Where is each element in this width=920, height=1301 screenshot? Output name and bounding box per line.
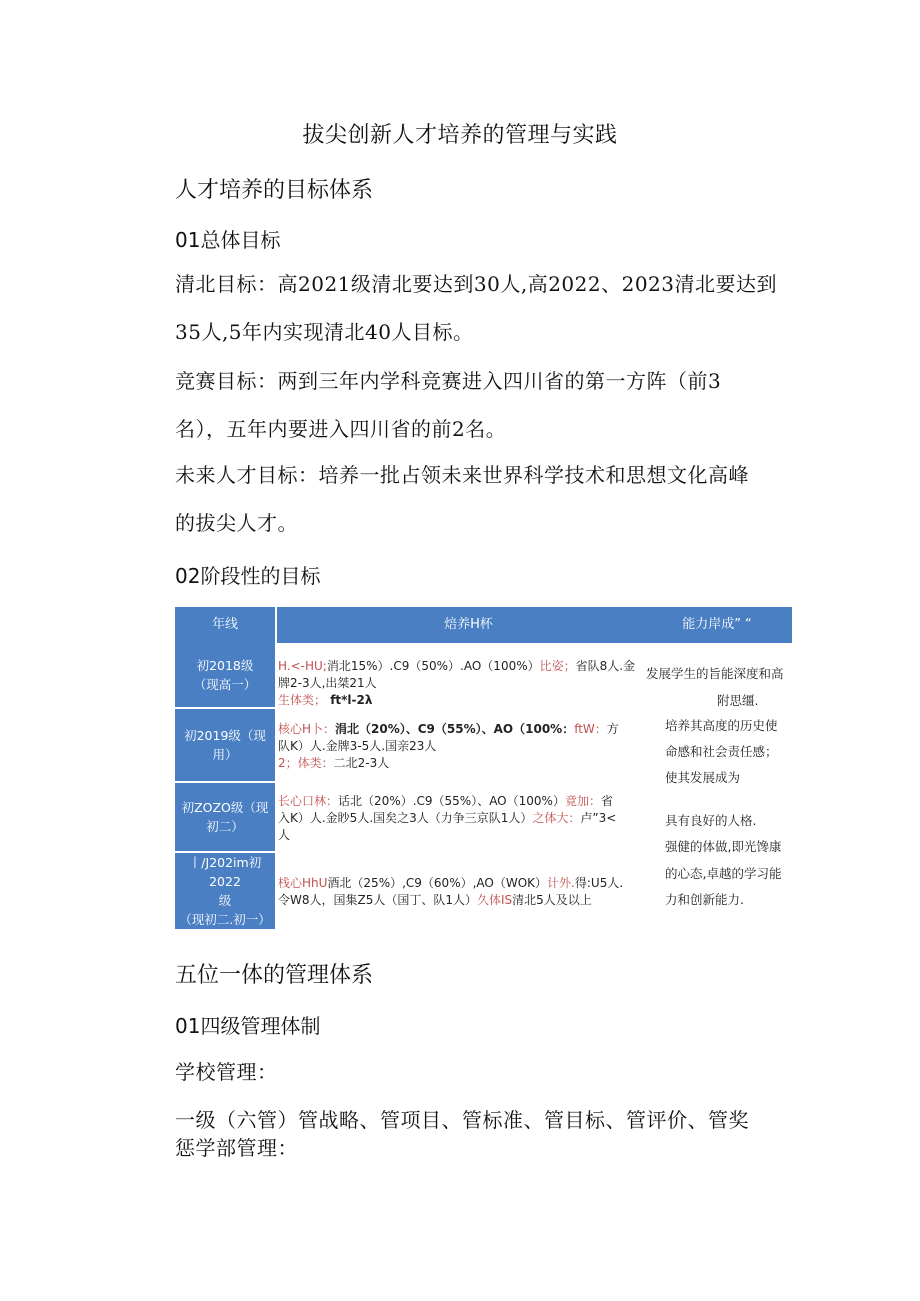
goal-text: 酒北（25%）,C9（60%）,AO（WOK） — [327, 876, 548, 890]
grade-line: （现高一） — [193, 677, 257, 692]
subheading-four-level-system: 01四级管理体制 — [175, 1014, 321, 1038]
grade-line: 初2019级（现 — [184, 728, 266, 743]
table-cell-goal — [278, 658, 640, 709]
goal-line — [278, 755, 640, 772]
goal-text: 队K）人.金牌3-5人.国亲23人 — [278, 739, 437, 753]
subheading-overall-goals: 01总体目标 — [175, 228, 281, 252]
goal-highlight-text: 核心H卜： — [278, 722, 336, 736]
header-divider — [642, 607, 644, 643]
goal-highlight-text: ftW： — [574, 722, 607, 736]
grade-line: （现初二.初一） — [179, 912, 271, 927]
table-cell-grade — [175, 783, 275, 851]
paragraph-line: 学校管理： — [175, 1060, 278, 1084]
grade-line: 丨/J202im初2022 — [188, 855, 262, 889]
goal-line — [278, 658, 640, 675]
ability-line: 命感和社会责任感； — [665, 744, 778, 759]
paragraph-line: 一级（六管）管战略、管项目、管标准、管目标、管评价、管奖 — [175, 1108, 749, 1132]
paragraph-line: 的拔尖人才。 — [175, 511, 298, 535]
grade-line: 初ZOZO级（现 — [181, 800, 269, 815]
grade-line: 级 — [218, 893, 232, 908]
grade-line: 初二） — [206, 819, 244, 834]
section-heading-goals: 人才培养的目标体系 — [175, 178, 374, 203]
ability-line: 使其发展成为 — [665, 770, 741, 785]
goal-line — [278, 692, 640, 709]
paragraph-line: 名），五年内要进入四川省的前2名。 — [175, 417, 507, 441]
goal-text: 话北（20%）.C9（55%）、AO（100%） — [338, 794, 565, 808]
goal-line — [278, 875, 640, 892]
goal-line — [278, 721, 640, 738]
ability-line: 培养其高度的历史使 — [665, 718, 778, 733]
goal-line — [278, 892, 640, 909]
table-cell-grade — [175, 853, 275, 929]
goal-highlight-text: 竟加： — [564, 794, 601, 808]
goal-highlight-text: 栈心HhU — [278, 876, 328, 890]
goal-line — [278, 810, 640, 827]
paragraph-future-talent-goal — [175, 451, 790, 547]
paragraph-level-one — [175, 1096, 790, 1172]
paragraph-line: 惩学部管理： — [175, 1136, 298, 1160]
table-cell-goal — [278, 875, 640, 909]
goal-text: 入K）人.金眇5人.国矣之3人（力争三京队1人） — [278, 811, 533, 825]
paragraph-line: 竞赛目标：两到三年内学科竞赛进入四川省的第一方阵（前3 — [175, 369, 722, 393]
ability-line: 的心态,卓越的学习能 — [665, 866, 782, 881]
header-divider — [275, 607, 277, 643]
paragraph-tsinghua-peking-goal — [175, 260, 790, 356]
ability-line: 附思缰. — [717, 693, 759, 708]
goal-text: 得:U5人. — [574, 876, 624, 890]
grade-line: 初2018级 — [196, 658, 254, 673]
goal-text: 人 — [278, 828, 291, 842]
table-cell-grade — [175, 643, 275, 707]
goal-highlight-text: 计外. — [547, 876, 575, 890]
ability-line: 力和创新能力. — [665, 892, 744, 907]
ability-line: 具有良好的人格. — [665, 813, 757, 828]
goal-text: 令W8人，国集Z5人（国丁、队1人） — [278, 893, 477, 907]
goal-highlight-text: 比姿； — [539, 659, 576, 673]
goal-text: 方 — [606, 722, 619, 736]
subheading-stage-goals: 02阶段性的目标 — [175, 564, 321, 588]
goal-text: 牌2-3人,出桀21人 — [278, 676, 377, 690]
goal-line — [278, 793, 640, 810]
table-header-row — [175, 607, 792, 643]
goal-highlight-text: 2；体类： — [278, 756, 334, 770]
goal-highlight-text: 长心口林： — [278, 794, 339, 808]
table-cell-goal — [278, 793, 640, 844]
goal-highlight-text: H.<-HU; — [278, 659, 327, 673]
goal-line — [278, 738, 640, 755]
goal-text: ft*l-2λ — [326, 693, 373, 707]
goal-text: 消北15%）.C9（50%）.AO（100%） — [326, 659, 540, 673]
goal-text: 省 — [600, 794, 613, 808]
goal-text: 省队8人.金 — [575, 659, 636, 673]
goal-text: 二北2-3人 — [333, 756, 390, 770]
goal-line — [278, 675, 640, 692]
table-cell-goal — [278, 721, 640, 772]
table-header-training-goal: 焙养H杯 — [444, 617, 493, 632]
ability-line: 强健的体做,即光馋康 — [665, 839, 782, 854]
goal-text: 卢”3< — [580, 811, 617, 825]
paragraph-school-management — [175, 1048, 790, 1096]
paragraph-line: 清北目标：高2021级清北要达到30人,高2022、2023清北要达到 — [175, 272, 778, 296]
goal-highlight-text: 久体IS — [477, 893, 513, 907]
section-heading-management: 五位一体的管理体系 — [175, 963, 374, 988]
table-header-grade: 年线 — [211, 617, 238, 632]
paragraph-line: 35人,5年内实现清北40人目标。 — [175, 320, 474, 344]
table-cell-grade — [175, 709, 275, 781]
paragraph-line: 未来人才目标：培养一批占领未来世界科学技术和思想文化高峰 — [175, 463, 749, 487]
stage-goals-table — [175, 607, 792, 929]
goal-text: 清北5人及以上 — [512, 893, 592, 907]
paragraph-competition-goal — [175, 357, 790, 453]
table-header-ability: 能力岸成” “ — [682, 617, 752, 632]
goal-highlight-text: 之体大： — [532, 811, 581, 825]
goal-line — [278, 827, 640, 844]
grade-line: 用） — [212, 747, 238, 762]
goal-highlight-text: 生体类； — [278, 693, 327, 707]
document-title: 拔尖创新人才培养的管理与实践 — [302, 123, 618, 148]
goal-text: 涓北（20%）、C9（55%）、AO（100%： — [335, 722, 575, 736]
ability-line: 发展学生的旨能深度和高 — [646, 666, 784, 681]
